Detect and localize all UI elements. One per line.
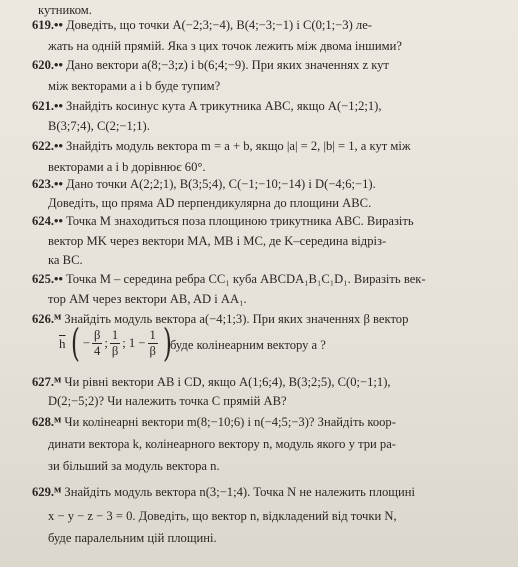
minus-sign: − bbox=[82, 335, 90, 350]
problem-619: 619.•• Доведіть, що точки A(−2;3;−4), B(4;−3;−1) і C(0;1;−3) ле- bbox=[32, 18, 372, 32]
fraction-1-over-beta: $\frac{1}{\beta}$ bbox=[111, 327, 119, 358]
problem-625: 625.•• Точка M – середина ребра CC₁ куба ABCDA₁B₁C₁D₁. Виразіть век- bbox=[32, 272, 426, 286]
text-line: кутником. bbox=[38, 3, 92, 17]
text-line: Доведіть, що пряма AD перпендикулярна до площини ABC. bbox=[48, 196, 372, 210]
text-line: жать на одній прямій. Яка з цих точок лежить між двома іншими? bbox=[48, 39, 402, 53]
problem-620: 620.•• Дано вектори a(8;−3;z) і b(6;4;−9). При яких значеннях z кут bbox=[32, 58, 389, 72]
text-line: x − y − z − 3 = 0. Доведіть, що вектор n, відкладений від точки N, bbox=[48, 509, 397, 523]
text-line: між векторами a і b буде тупим? bbox=[48, 79, 221, 93]
separator: ; bbox=[104, 335, 108, 350]
right-paren: ) bbox=[162, 321, 172, 365]
problem-626: 626.ᴹ Знайдіть модуль вектора a(−4;1;3). При яких значеннях β вектор bbox=[32, 312, 409, 326]
text-line: D(2;−5;2)? Чи належить точка C прямій AB? bbox=[48, 394, 287, 408]
text-line: ка BC. bbox=[48, 253, 83, 267]
text-line: тор AM через вектори AB, AD і AA₁. bbox=[48, 292, 247, 306]
problem-623: 623.•• Дано точки A(2;2;1), B(3;5;4), C(−1;−10;−14) і D(−4;6;−1). bbox=[32, 177, 376, 191]
formula-middle-text: ; 1 − bbox=[122, 335, 146, 350]
fraction-1-over-beta-2: $\frac{1}{\beta}$ bbox=[149, 327, 156, 358]
text-line: вектор MK через вектори MA, MB і MC, де K–середина відріз- bbox=[48, 234, 387, 248]
text-line: векторами a і b дорівнює 60°. bbox=[48, 160, 206, 174]
fraction-expression bbox=[68, 321, 175, 365]
problem-621: 621.•• Знайдіть косинус кута A трикутника ABC, якщо A(−1;2;1), bbox=[32, 99, 382, 113]
text-line: зи більший за модуль вектора n. bbox=[48, 459, 220, 473]
text-line: B(3;7;4), C(2;−1;1). bbox=[48, 119, 150, 133]
fraction-beta-over-4: $\frac{\beta}{4}$ bbox=[93, 327, 101, 358]
text-line: буде паралельним цій площині. bbox=[48, 531, 217, 545]
problem-622: 622.•• Знайдіть модуль вектора m = a + b, якщо |a| = 2, |b| = 1, а кут між bbox=[32, 139, 411, 153]
formula-tail-text: буде колінеарним вектору a ? bbox=[170, 338, 326, 352]
problem-629: 629.ᴹ Знайдіть модуль вектора n(3;−1;4). Точка N не належить площині bbox=[32, 485, 415, 499]
problem-627: 627.ᴹ Чи рівні вектори AB і CD, якщо A(1;6;4), B(3;2;5), C(0;−1;1), bbox=[32, 375, 391, 389]
left-paren: ( bbox=[70, 321, 80, 365]
text-line: динати вектора k, колінеарного вектору n, модуль якого у три ра- bbox=[48, 437, 396, 451]
problem-628: 628.ᴹ Чи колінеарні вектори m(8;−10;6) і n(−4;5;−3)? Знайдіть коор- bbox=[32, 415, 396, 429]
vector-h-symbol: $\overline{h}$ bbox=[59, 336, 66, 351]
problem-624: 624.•• Точка M знаходиться поза площиною трикутника ABC. Виразіть bbox=[32, 214, 414, 228]
